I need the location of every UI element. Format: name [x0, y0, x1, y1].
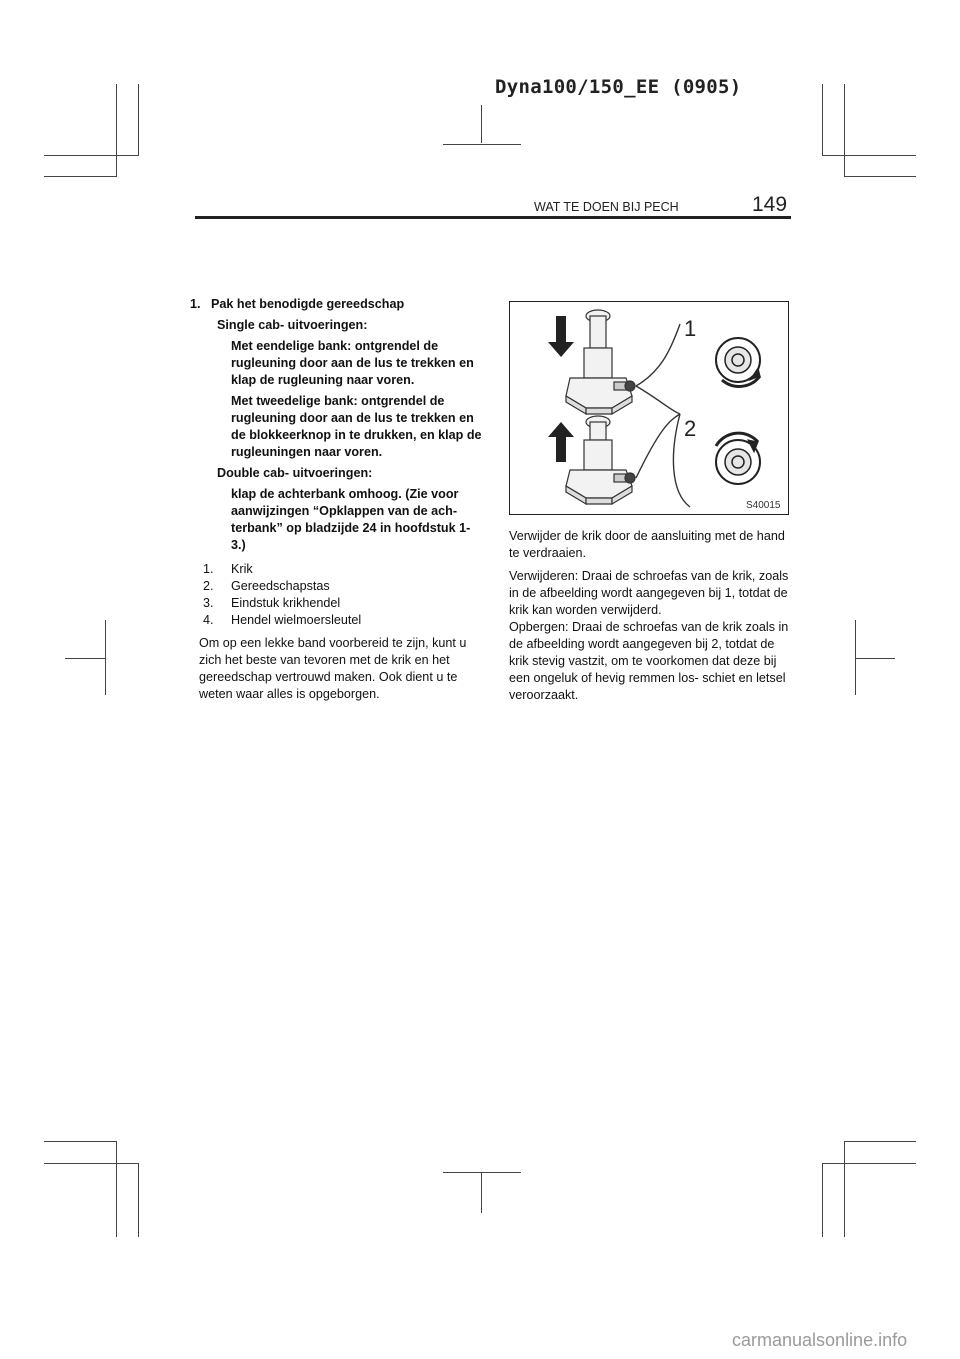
list-label: Krik [231, 562, 253, 576]
list-label: Eindstuk krikhendel [231, 596, 341, 610]
rotate-detail-1-icon [716, 338, 760, 386]
list-item [203, 561, 485, 578]
header-rule [195, 216, 791, 219]
tool-list [190, 561, 485, 629]
crop-mark [844, 84, 845, 176]
crop-mark [44, 155, 139, 156]
single-cab-heading: Single cab- uitvoeringen: [217, 318, 368, 332]
crop-mark [481, 105, 482, 143]
single-cab-item-1: Met eendelige bank: ontgrendel de rugleuning door aan de lus te trekken en klap de rugleuning naar voren. [231, 339, 474, 387]
intro-paragraph: Om op een lekke band voorbereid te zijn, kunt u zich het beste van tevoren met de krik en het gereedschap vertrouwd maken. Ook dient u te weten waar alles is opgeborgen. [199, 636, 467, 701]
list-number: 2. [203, 579, 214, 593]
crop-mark [138, 1163, 139, 1237]
crop-mark [822, 84, 823, 156]
crop-mark [443, 1172, 521, 1173]
list-number: 1. [203, 562, 214, 576]
rotate-detail-2-icon [716, 433, 760, 484]
remove-paragraph: Verwijder de krik door de aansluiting met de hand te verdraaien. [509, 529, 785, 560]
jack-upper [566, 310, 635, 414]
double-cab-heading: Double cab- uitvoeringen: [217, 466, 373, 480]
crop-mark [855, 658, 895, 659]
list-label: Gereedschapstas [231, 579, 330, 593]
list-number: 3. [203, 596, 214, 610]
crop-mark [844, 1141, 845, 1237]
list-item [203, 595, 485, 612]
crop-mark [481, 1173, 482, 1213]
store-instruction: Opbergen: Draai de schroefas van de krik zoals in de afbeelding wordt aangegeven bij 2, totdat de krik stevig vastzit, om te voorkomen dat deze bij een ongeluk of hevig remmen los- schiet en letsel veroorzaakt. [509, 620, 789, 702]
jack-lower [566, 416, 635, 504]
list-label: Hendel wielmoersleutel [231, 613, 362, 627]
crop-mark [44, 1163, 139, 1164]
arrow-up-icon [548, 422, 574, 462]
figure-label-1: 1 [684, 316, 697, 341]
list-item [203, 612, 485, 629]
left-column [190, 296, 485, 703]
crop-mark [822, 1163, 916, 1164]
crop-mark [116, 84, 117, 176]
double-cab-item: klap de achterbank omhoog. (Zie voor aanwijzingen “Opklappen van de ach- terbank” op bladzijde 24 in hoofdstuk 1- 3.) [231, 487, 471, 552]
remove-instruction: Verwijderen: Draai de schroefas van de krik, zoals in de afbeelding wordt aangegeven bij 1, totdat de krik kan worden verwijderd. [509, 569, 789, 617]
right-column [509, 528, 794, 704]
page-number: 149 [752, 193, 788, 216]
arrow-down-icon [548, 316, 574, 357]
section-title: WAT TE DOEN BIJ PECH [534, 200, 679, 214]
single-cab-item-2: Met tweedelige bank: ontgrendel de rugleuning door aan de lus te trekken en de blokkeerknop in te drukken, en klap de rugleuningen naar voren. [231, 394, 482, 459]
figure-label-2: 2 [684, 416, 697, 441]
callout-bracket [636, 324, 690, 507]
jack-illustration [509, 301, 789, 515]
document-id: Dyna100/150_EE (0905) [495, 76, 742, 98]
crop-mark [844, 176, 916, 177]
figure-code: S40015 [746, 500, 781, 511]
step-title: 1. Pak het benodigde gereedschap [190, 297, 405, 311]
list-number: 4. [203, 613, 214, 627]
crop-mark [44, 176, 117, 177]
crop-mark [822, 1163, 823, 1237]
watermark: carmanualsonline.info [732, 1330, 908, 1350]
crop-mark [44, 1141, 117, 1142]
list-item [203, 578, 485, 595]
crop-mark [844, 1141, 916, 1142]
crop-mark [116, 1141, 117, 1237]
crop-mark [443, 144, 521, 145]
crop-mark [65, 658, 106, 659]
crop-mark [138, 84, 139, 156]
crop-mark [822, 155, 916, 156]
